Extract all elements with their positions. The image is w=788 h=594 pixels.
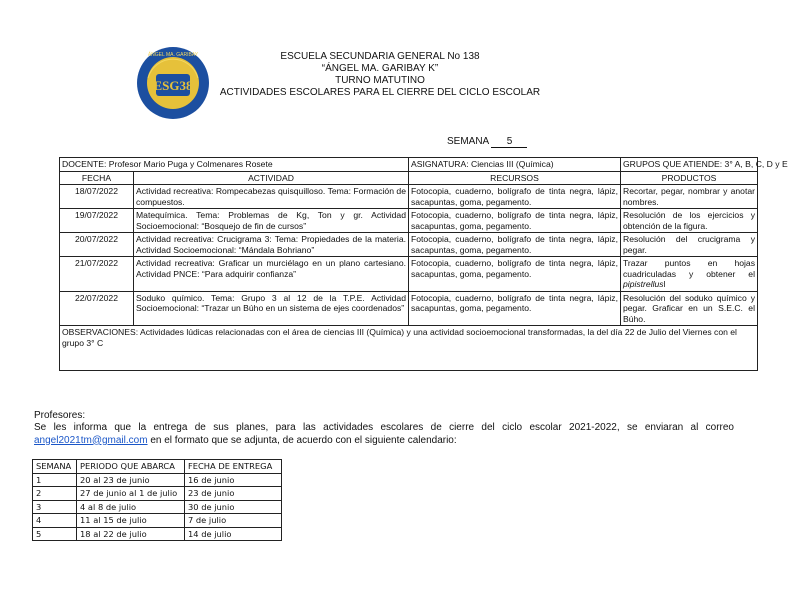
teachers-greeting: Profesores: [34, 410, 86, 421]
cal-header-semana: SEMANA [33, 460, 77, 474]
table-row [60, 209, 758, 233]
row-activity: Actividad recreativa: Crucigrama 3: Tema: Propiedades de la materia. Actividad Socioemocional: “Mándala Bohriano” [134, 233, 409, 257]
calendar-header [33, 460, 282, 474]
cal-header-periodo: PERIODO QUE ABARCA [77, 460, 185, 474]
table-row [60, 291, 758, 326]
row-resources: Fotocopia, cuaderno, bolígrafo de tinta negra, lápiz, sacapuntas, goma, pegamento. [409, 233, 621, 257]
row-date: 18/07/2022 [60, 185, 134, 209]
cal-entrega: 16 de junio [185, 473, 282, 487]
row-activity: Matequímica. Tema: Problemas de Kg, Ton y gr. Actividad Socioemocional: “Bosquejo de fin de cursos” [134, 209, 409, 233]
cal-semana: 1 [33, 473, 77, 487]
week-indicator [447, 136, 527, 148]
table-row [60, 257, 758, 292]
cal-periodo: 18 al 22 de julio [77, 527, 185, 541]
row-activity: Soduko químico. Tema: Grupo 3 al 12 de la T.P.E. Actividad Socioemocional: “Trazar un Búho en un sistema de ejes coordenados” [134, 291, 409, 326]
table-row [33, 500, 282, 514]
col-header-actividad: ACTIVIDAD [134, 171, 409, 185]
cal-semana: 3 [33, 500, 77, 514]
table-row [33, 487, 282, 501]
row-products: Resolución del crucigrama y pegar. [621, 233, 758, 257]
row-products [621, 257, 758, 292]
row-products-italic: pipistrellus [623, 279, 664, 289]
row-date: 21/07/2022 [60, 257, 134, 292]
col-header-recursos: RECURSOS [409, 171, 621, 185]
document-header [190, 51, 570, 99]
row-products: Recortar, pegar, nombrar y anotar nombres. [621, 185, 758, 209]
row-date: 19/07/2022 [60, 209, 134, 233]
week-value: 5 [491, 136, 527, 148]
cal-semana: 4 [33, 514, 77, 528]
row-date: 20/07/2022 [60, 233, 134, 257]
column-headers [60, 171, 758, 185]
table-row [33, 473, 282, 487]
notice-text: Se les informa que la entrega de sus planes, para las actividades escolares de cierre del ciclo escolar 2021-2022, se enviaran al correo [34, 422, 734, 433]
info-row [60, 158, 758, 172]
cal-semana: 5 [33, 527, 77, 541]
document-title: ACTIVIDADES ESCOLARES PARA EL CIERRE DEL CICLO ESCOLAR [219, 87, 541, 98]
school-shift: TURNO MATUTINO [335, 75, 425, 86]
cal-periodo: 4 al 8 de julio [77, 500, 185, 514]
cal-periodo: 27 de junio al 1 de julio [77, 487, 185, 501]
row-activity: Actividad recreativa: Graficar un murciélago en un plano cartesiano. Actividad PNCE: “Para adquirir confianza” [134, 257, 409, 292]
row-resources: Fotocopia, cuaderno, bolígrafo de tinta negra, lápiz, sacapuntas, goma, pegamento. [409, 185, 621, 209]
cal-header-entrega: FECHA DE ENTREGA [185, 460, 282, 474]
cal-semana: 2 [33, 487, 77, 501]
table-row [60, 185, 758, 209]
observations-row [60, 326, 758, 371]
table-row [33, 514, 282, 528]
email-link[interactable]: angel2021tm@gmail.com [34, 434, 148, 446]
row-date: 22/07/2022 [60, 291, 134, 326]
cal-periodo: 20 al 23 de junio [77, 473, 185, 487]
cal-entrega: 14 de julio [185, 527, 282, 541]
week-label: SEMANA [447, 136, 489, 147]
table-row [33, 527, 282, 541]
logo-text: ESG38 [153, 78, 193, 93]
calendar-table [32, 459, 282, 541]
delivery-notice [34, 422, 734, 447]
col-header-productos: PRODUCTOS [621, 171, 758, 185]
cal-periodo: 11 al 15 de julio [77, 514, 185, 528]
row-resources: Fotocopia, cuaderno, bolígrafo de tinta negra, lápiz, sacapuntas, goma, pegamento. [409, 209, 621, 233]
groups-cell: GRUPOS QUE ATIENDE: 3° A, B, C, D y E [621, 158, 758, 172]
school-patron: “ÁNGEL MA. GARIBAY K” [321, 63, 439, 74]
row-activity: Actividad recreativa: Rompecabezas quisquilloso. Tema: Formación de compuestos. [134, 185, 409, 209]
row-products: Resolución de los ejercicios y obtención de la figura. [621, 209, 758, 233]
teacher-cell: DOCENTE: Profesor Mario Puga y Colmenares Rosete [60, 158, 409, 172]
logo-ring-text: ÁNGEL MA. GARIBAY [147, 52, 199, 58]
table-row [60, 233, 758, 257]
school-name: ESCUELA SECUNDARIA GENERAL No 138 [280, 51, 480, 62]
observations-cell: OBSERVACIONES: Actividades lúdicas relacionadas con el área de ciencias III (Química) y una actividad socioemocional transformadas, la del día 22 de Julio del Viernes con el grupo 3° C [60, 326, 758, 371]
row-products: Resolución del soduko químico y pegar. Graficar en un S.E.C. el Búho. [621, 291, 758, 326]
row-products-text: Trazar puntos en hojas cuadriculadas y obtener el [623, 258, 755, 279]
cal-entrega: 7 de julio [185, 514, 282, 528]
cal-entrega: 23 de junio [185, 487, 282, 501]
row-resources: Fotocopia, cuaderno, bolígrafo de tinta negra, lápiz, sacapuntas, goma, pegamento. [409, 257, 621, 292]
subject-cell: ASIGNATURA: Ciencias III (Química) [409, 158, 621, 172]
col-header-fecha: FECHA [60, 171, 134, 185]
cal-entrega: 30 de junio [185, 500, 282, 514]
row-products-end: l [663, 279, 666, 289]
notice-text-end: en el formato que se adjunta, de acuerdo con el siguiente calendario: [147, 434, 457, 446]
activities-table [59, 157, 788, 371]
row-resources: Fotocopia, cuaderno, bolígrafo de tinta negra, lápiz, sacapuntas, goma, pegamento. [409, 291, 621, 326]
